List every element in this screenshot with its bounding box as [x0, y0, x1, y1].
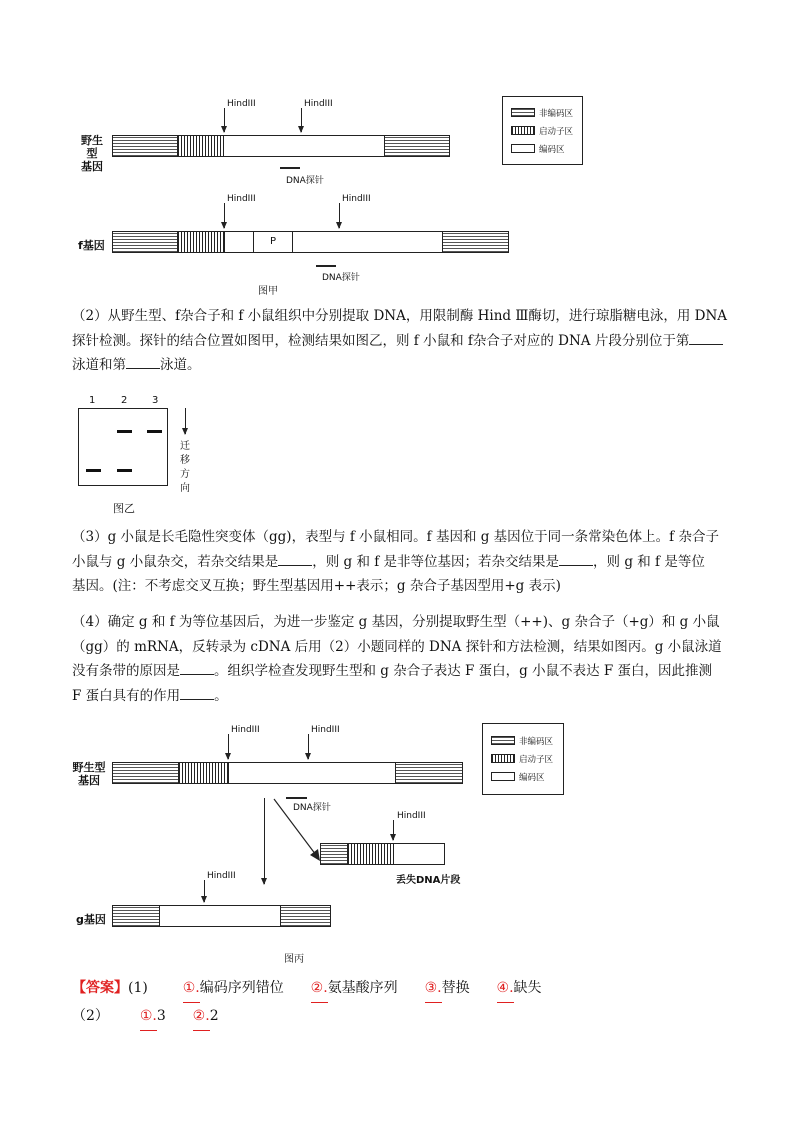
gel-band-lane-1: [86, 469, 101, 472]
legend: [502, 96, 583, 165]
gel-box: [78, 408, 168, 486]
wt-noncoding-left: [112, 135, 178, 157]
dna-probe-bar: [316, 265, 336, 267]
legend: [482, 723, 564, 795]
hind-label: HindIII: [231, 725, 260, 735]
dna-probe-label: DNA探针: [286, 176, 324, 186]
gel-band-lane-2: [117, 430, 132, 433]
wt-promoter: [178, 762, 229, 784]
hind-cut-arrow: [224, 203, 225, 228]
gel-band-lane-2: [117, 469, 132, 472]
gel-band-lane-3: [147, 430, 162, 433]
legend-noncoding-swatch: [491, 736, 515, 745]
hind-cut-arrow: [224, 108, 225, 132]
hind-label: HindIII: [304, 99, 333, 109]
answer-line-1: 【答案】(1) ①.编码序列错位 ②.氨基酸序列 ③.替换 ④.缺失: [72, 975, 732, 1003]
hind-label: HindIII: [227, 99, 256, 109]
q4-line-3: 没有条带的原因是 。组织学检查发现野生型和 g 杂合子表达 F 蛋白，g 小鼠不表达 F 蛋白，因此推测: [72, 659, 732, 684]
g-noncoding-left: [112, 905, 160, 927]
f-noncoding-left: [112, 231, 178, 253]
wt-noncoding-left: [112, 762, 179, 784]
lane-number: 3: [152, 395, 159, 406]
answer-item: 替换: [441, 980, 470, 996]
legend-coding-label: 编码区: [519, 773, 545, 783]
answer-item: 3: [156, 1008, 166, 1024]
legend-coding-swatch: [491, 772, 515, 781]
answer-blank: [689, 330, 723, 345]
q2-line-2: 探针检测。探针的结合位置如图甲，检测结果如图乙，则 f 小鼠和 f杂合子对应的 DNA 片段分别位于第: [72, 329, 732, 354]
wt-noncoding-right: [384, 135, 450, 157]
g-noncoding-right: [280, 905, 331, 927]
g-coding: [159, 905, 281, 927]
hind-label: HindIII: [397, 811, 426, 821]
lane-number: 1: [89, 395, 96, 406]
legend-promoter-label: 启动子区: [519, 755, 554, 765]
hind-label: HindIII: [207, 871, 236, 881]
answer-tag: 【答案】: [72, 980, 128, 996]
legend-coding-label: 编码区: [539, 145, 565, 155]
g-gene-label: g基因: [76, 913, 106, 926]
legend-coding-swatch: [511, 144, 535, 153]
lost-coding: [393, 843, 445, 865]
f-noncoding-right: [442, 231, 509, 253]
answer-blank: [180, 660, 214, 675]
question-2: [72, 304, 732, 378]
f-gene-label: f基因: [78, 239, 105, 252]
hind-cut-arrow: [339, 203, 340, 228]
wt-gene-label: 野生型 基因: [81, 134, 103, 173]
lane-number: 2: [121, 395, 128, 406]
lost-noncoding: [320, 843, 348, 865]
p-insert: P: [253, 231, 293, 253]
answer-blank: [559, 551, 593, 566]
f-promoter: [177, 231, 225, 253]
hind-cut-arrow: [228, 734, 229, 759]
question-4: [72, 610, 732, 708]
f-coding-2: [292, 231, 443, 253]
wt-gene-label: 野生型 基因: [72, 761, 106, 787]
q2-line-3: 泳道和第 泳道。: [72, 353, 732, 378]
dna-probe-label: DNA探针: [293, 803, 331, 813]
q4-line-4: F 蛋白具有的作用 。: [72, 684, 732, 709]
q4-line-1: （4）确定 g 和 f 为等位基因后，为进一步鉴定 g 基因，分别提取野生型（++)、g 杂合子（+g）和 g 小鼠: [72, 614, 720, 630]
legend-noncoding-label: 非编码区: [519, 737, 554, 747]
lost-fragment-arrow: [268, 795, 328, 867]
legend-promoter-label: 启动子区: [539, 127, 574, 137]
derivation-arrow: [264, 798, 265, 884]
dna-probe-label: DNA探针: [322, 273, 360, 283]
question-3: [72, 525, 732, 599]
q3-line-3: 基因。(注：不考虑交叉互换；野生型基因用++表示；g 杂合子基因型用+g 表示): [72, 578, 561, 594]
hind-label: HindIII: [311, 725, 340, 735]
legend-noncoding-swatch: [511, 108, 535, 117]
answer-section: [72, 975, 732, 1031]
answer-item: 2: [209, 1008, 219, 1024]
migration-direction-label: 迁移方向: [180, 441, 190, 494]
hind-cut-arrow: [393, 820, 394, 840]
q2-line-1: （2）从野生型、f杂合子和 f 小鼠组织中分别提取 DNA，用限制酶 Hind Ⅲ酶切，进行琼脂糖电泳，用 DNA: [72, 308, 728, 324]
answer-line-2: （2） ①.3 ②.2: [72, 1003, 732, 1031]
figure-caption: 图甲: [258, 286, 278, 297]
answer-item: 缺失: [513, 980, 542, 996]
q4-line-2: （gg）的 mRNA，反转录为 cDNA 后用（2）小题同样的 DNA 探针和方法检测，结果如图丙。g 小鼠泳道: [72, 638, 722, 655]
hind-cut-arrow: [308, 734, 309, 759]
figure-caption: 图乙: [113, 502, 135, 515]
answer-item: 编码序列错位: [199, 980, 284, 996]
q3-line-2: 小鼠与 g 小鼠杂交，若杂交结果是 ，则 g 和 f 是非等位基因；若杂交结果是 ，则 g 和 f 是等位: [72, 550, 732, 575]
figure-caption: 图丙: [284, 954, 304, 965]
hind-cut-arrow: [301, 108, 302, 132]
lost-fragment-label: 丢失DNA片段: [396, 875, 461, 886]
dna-probe-bar: [280, 167, 300, 169]
answer-item: 氨基酸序列: [327, 980, 398, 996]
legend-promoter-swatch: [491, 754, 515, 763]
f-coding-1: [224, 231, 254, 253]
legend-noncoding-label: 非编码区: [539, 109, 574, 119]
wt-noncoding-right: [395, 762, 463, 784]
legend-promoter-swatch: [511, 126, 535, 135]
wt-coding: [223, 135, 385, 157]
hind-cut-arrow: [204, 880, 205, 902]
migration-arrow: [185, 408, 186, 434]
hind-label: HindIII: [227, 194, 256, 204]
q3-line-1: （3）g 小鼠是长毛隐性突变体（gg)，表型与 f 小鼠相同。f 基因和 g 基因位于同一条常染色体上。f 杂合子: [72, 529, 719, 545]
hind-label: HindIII: [342, 194, 371, 204]
answer-blank: [180, 685, 214, 700]
answer-blank: [126, 354, 160, 369]
answer-blank: [278, 551, 312, 566]
wt-promoter: [177, 135, 224, 157]
lost-promoter: [347, 843, 394, 865]
wt-coding: [228, 762, 396, 784]
